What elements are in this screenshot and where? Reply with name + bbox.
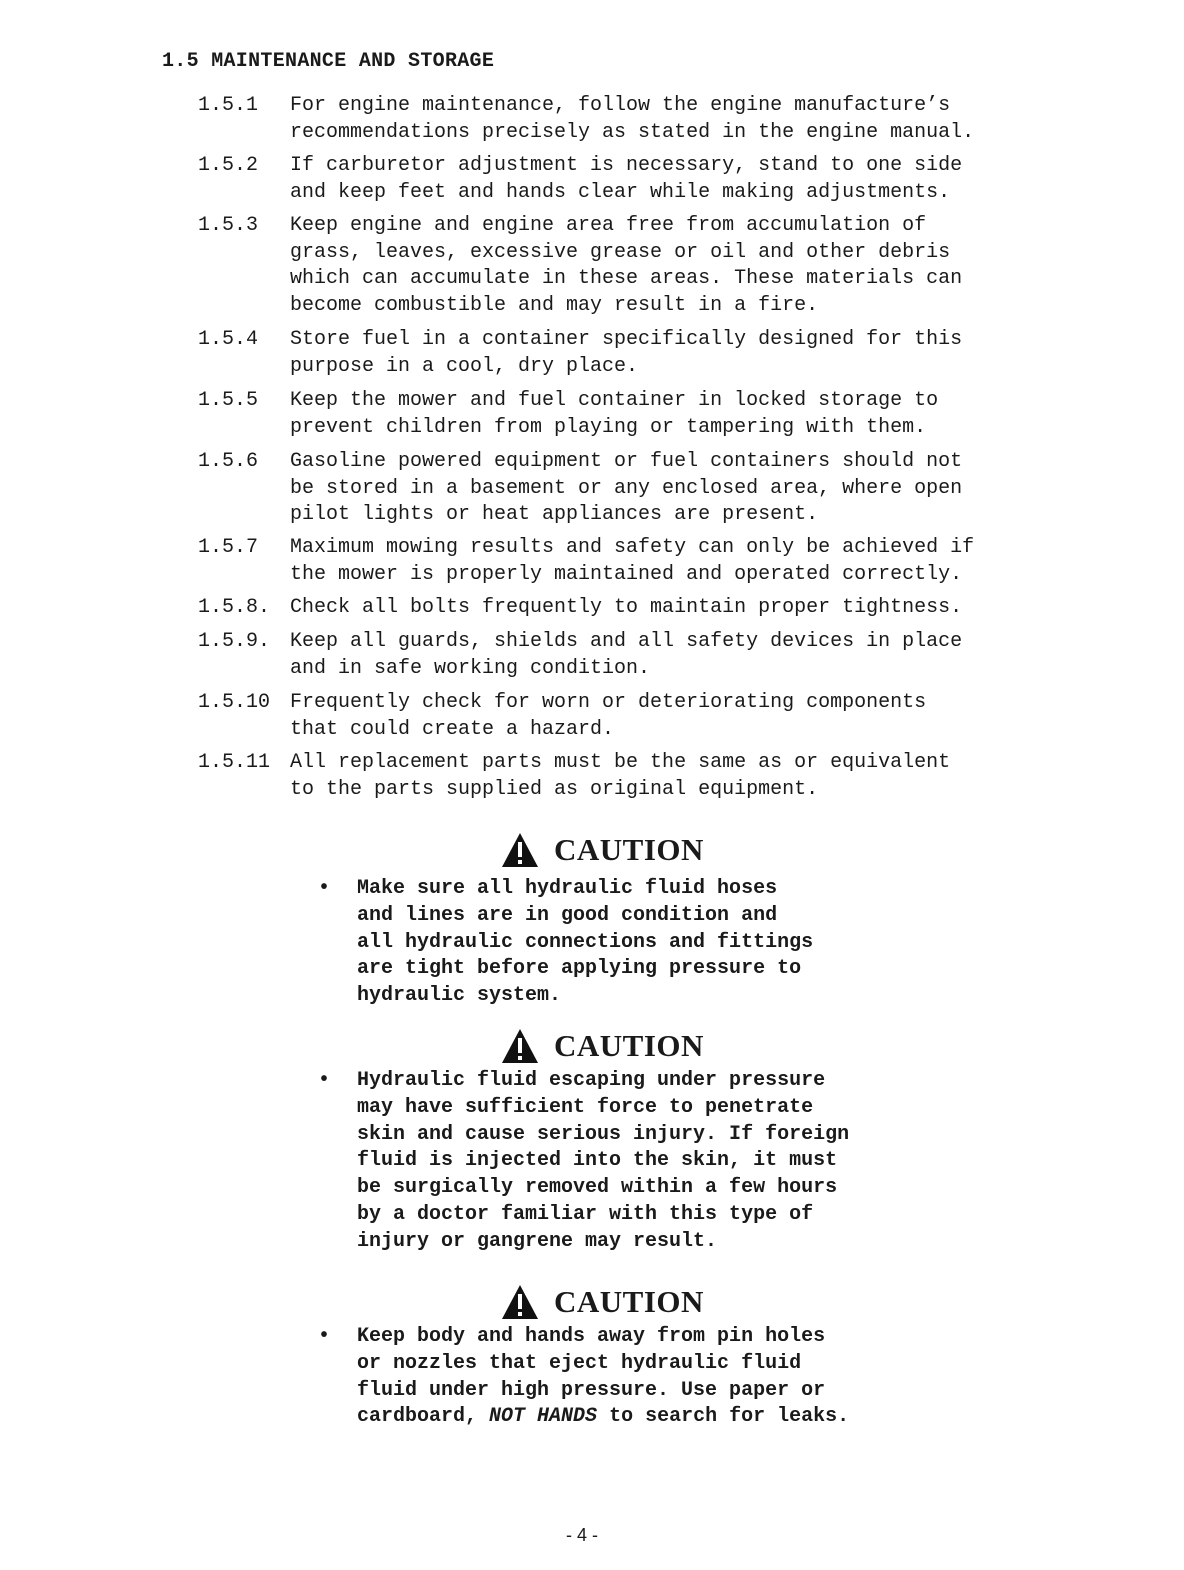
item-number: 1.5.8. (198, 596, 271, 619)
caution-heading (500, 828, 704, 868)
caution-text: Hydraulic fluid escaping under pressure may have sufficient force to penetrate skin and cause serious injury. If foreign fluid is injected into the skin, it must be surgically removed within a few hours by a doctor familiar with this type of injury or gangrene may result. (357, 1069, 850, 1253)
caution-text (357, 1324, 917, 1431)
item-1-5-8 (198, 595, 1050, 622)
item-number: 1.5.10 (198, 691, 271, 714)
caution-heading (500, 1024, 704, 1064)
caution-text-start: Keep body and hands away from pin holes or nozzles that eject hydraulic fluid fluid under high pressure. Use paper or cardboard, (357, 1325, 826, 1429)
caution-emphasis: NOT HANDS (489, 1405, 598, 1429)
item-text: If carburetor adjustment is necessary, stand to one side and keep feet and hands clear while making adjustments. (290, 154, 963, 204)
caution-bullet-1 (318, 876, 917, 1010)
warning-triangle-icon (500, 1284, 554, 1320)
item-1-5-3 (198, 213, 1050, 319)
item-text: Gasoline powered equipment or fuel containers should not be stored in a basement or any enclosed area, where open pilot lights or heat appliances are present. (290, 450, 963, 526)
caution-label: CAUTION (554, 1284, 704, 1319)
item-text: For engine maintenance, follow the engine manufacture’s recommendations precisely as stated in the engine manual. (290, 94, 975, 144)
item-text: Keep all guards, shields and all safety devices in place and in safe working condition. (290, 630, 963, 680)
item-number: 1.5.3 (198, 214, 259, 237)
item-text: Keep the mower and fuel container in locked storage to prevent children from playing or tampering with them. (290, 389, 939, 439)
item-1-5-2 (198, 153, 1050, 206)
caution-label: CAUTION (554, 832, 704, 867)
item-1-5-11 (198, 750, 1050, 803)
item-text: Store fuel in a container specifically designed for this purpose in a cool, dry place. (290, 328, 963, 378)
bullet-dot: • (318, 877, 331, 900)
item-1-5-9 (198, 629, 1050, 682)
page-number: - 4 - (566, 1525, 599, 1545)
item-number: 1.5.7 (198, 536, 259, 559)
item-number: 1.5.2 (198, 154, 259, 177)
item-1-5-7 (198, 535, 1050, 588)
item-text: Check all bolts frequently to maintain proper tightness. (290, 596, 963, 619)
item-number: 1.5.6 (198, 450, 259, 473)
bullet-dot: • (318, 1325, 331, 1348)
section-title: 1.5 MAINTENANCE AND STORAGE (162, 50, 495, 73)
warning-triangle-icon (500, 1028, 554, 1064)
item-text: Frequently check for worn or deteriorating components that could create a hazard. (290, 691, 927, 741)
bullet-dot: • (318, 1069, 331, 1092)
warning-triangle-icon (500, 832, 554, 868)
caution-text: Make sure all hydraulic fluid hoses and lines are in good condition and all hydraulic connections and fittings are tight before applying pressure to hydraulic system. (357, 877, 814, 1008)
caution-label: CAUTION (554, 1028, 704, 1063)
item-number: 1.5.11 (198, 751, 271, 774)
item-1-5-5 (198, 388, 1050, 441)
item-number: 1.5.1 (198, 94, 259, 117)
item-1-5-10 (198, 690, 1050, 743)
item-text: Keep engine and engine area free from accumulation of grass, leaves, excessive grease or oil and other debris which can accumulate in these areas. These materials can become combustible and may result in a fire. (290, 214, 963, 317)
caution-bullet-3 (318, 1324, 917, 1431)
item-number: 1.5.5 (198, 389, 259, 412)
item-text: All replacement parts must be the same as or equivalent to the parts supplied as original equipment. (290, 751, 951, 801)
caution-text-end: to search for leaks. (597, 1405, 850, 1429)
item-1-5-1 (198, 93, 1050, 146)
item-number: 1.5.9. (198, 630, 271, 653)
caution-heading (500, 1280, 704, 1320)
item-number: 1.5.4 (198, 328, 259, 351)
item-1-5-6 (198, 449, 1050, 529)
item-text: Maximum mowing results and safety can only be achieved if the mower is properly maintained and operated correctly. (290, 536, 975, 586)
item-1-5-4 (198, 327, 1050, 380)
caution-bullet-2 (318, 1068, 917, 1256)
